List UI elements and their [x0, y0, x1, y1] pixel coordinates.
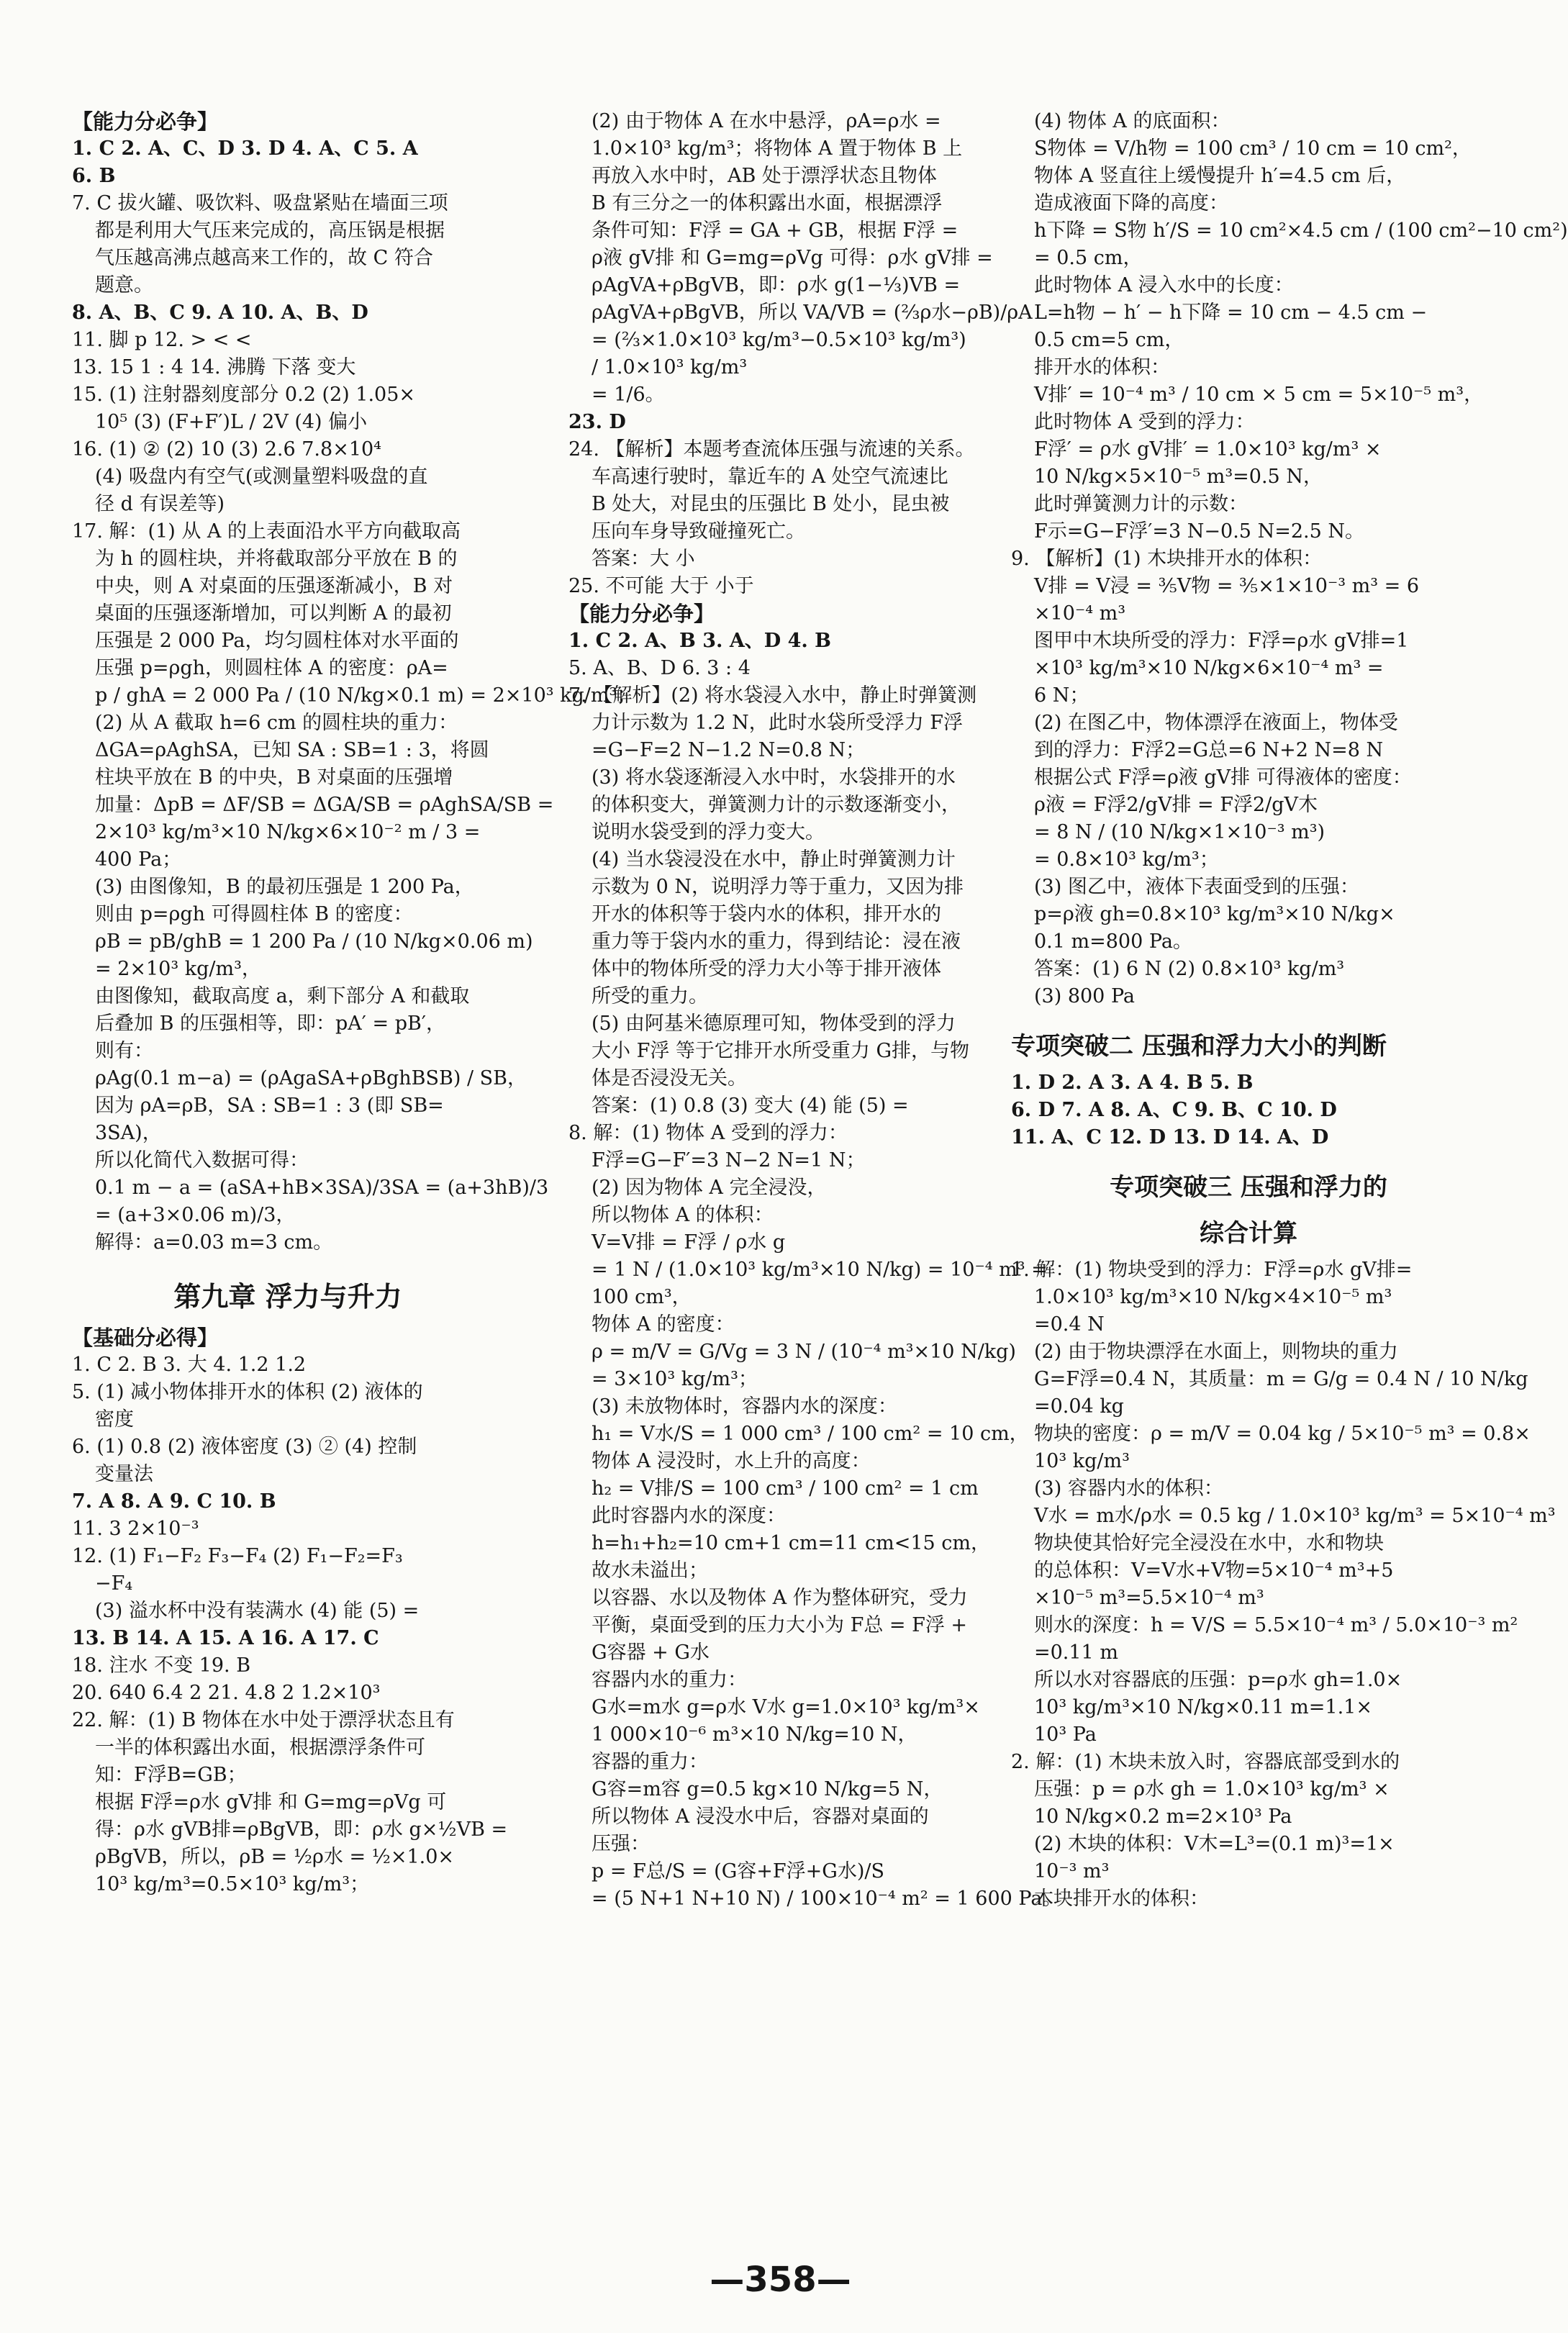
- col2-line: ρ液 gV排 和 G=mg=ρVg 可得：ρ水 gV排 =: [592, 247, 993, 269]
- col3-line: F示=G−F浮′=3 N−0.5 N=2.5 N。: [1034, 520, 1364, 543]
- col1-line: 12. (1) F₁−F₂ F₃−F₄ (2) F₁−F₂=F₃: [72, 1545, 403, 1567]
- col1-line: ρBgVB，所以，ρB = ½ρ水 = ½×1.0×: [95, 1846, 455, 1868]
- col3-line: 10⁻³ m³: [1034, 1860, 1110, 1883]
- col3-line: L=h物 − h′ − h下降 = 10 cm − 4.5 cm −: [1034, 302, 1428, 324]
- col2-line: (2) 由于物体 A 在水中悬浮，ρA=ρ水 =: [592, 110, 941, 132]
- col1-line: 20. 640 6.4 2 21. 4.8 2 1.2×10³: [72, 1682, 381, 1704]
- col3-line: 专项突破二 压强和浮力大小的判断: [1011, 1032, 1387, 1061]
- col2-line: G水=m水 g=ρ水 V水 g=1.0×10³ kg/m³×: [592, 1696, 980, 1718]
- col2-line: 7. 【解析】(2) 将水袋浸入水中，静止时弹簧测: [568, 684, 977, 707]
- col2-line: 1.0×10³ kg/m³；将物体 A 置于物体 B 上: [592, 137, 963, 160]
- col3-line: =0.11 m: [1034, 1641, 1118, 1664]
- col1-line: 由图像知，截取高度 a，剩下部分 A 和截取: [95, 985, 470, 1007]
- col3-line: 造成液面下降的高度：: [1034, 192, 1228, 214]
- col2-line: 23. D: [568, 411, 626, 433]
- col2-line: = (⅔×1.0×10³ kg/m³−0.5×10³ kg/m³): [592, 329, 966, 351]
- col2-line: 压强：: [592, 1833, 650, 1855]
- col1-line: 解得：a=0.03 m=3 cm。: [95, 1231, 333, 1254]
- col1-line: 7. A 8. A 9. C 10. B: [72, 1490, 276, 1513]
- col2-line: (5) 由阿基米德原理可知，物体受到的浮力: [592, 1013, 956, 1035]
- col2-line: / 1.0×10³ kg/m³: [592, 356, 748, 379]
- col2-line: 容器的重力：: [592, 1751, 708, 1773]
- col2-line: ρAgVA+ρBgVB，即：ρ水 g(1−⅓)VB =: [592, 274, 961, 296]
- col1-line: 压强 p=ρgh，则圆柱体 A 的密度：ρA=: [95, 657, 448, 679]
- col2-line: h₁ = V水/S = 1 000 cm³ / 100 cm² = 10 cm，: [592, 1423, 1029, 1445]
- col3-line: p=ρ液 gh=0.8×10³ kg/m³×10 N/kg×: [1034, 903, 1395, 925]
- col3-line: 1. 解：(1) 物块受到的浮力：F浮=ρ水 gV排=: [1011, 1259, 1413, 1281]
- col3-line: F浮′ = ρ水 gV排′ = 1.0×10³ kg/m³ ×: [1034, 438, 1382, 461]
- col3-line: 10 N/kg×5×10⁻⁵ m³=0.5 N，: [1034, 466, 1323, 488]
- col3-line: (3) 容器内水的体积：: [1034, 1477, 1223, 1500]
- col1-line: 13. B 14. A 15. A 16. A 17. C: [72, 1627, 379, 1649]
- col3-line: 排开水的体积：: [1034, 356, 1170, 379]
- col3-line: = 0.8×10³ kg/m³；: [1034, 848, 1219, 871]
- col2-line: G容器 + G水: [592, 1641, 710, 1664]
- col2-line: 平衡，桌面受到的压力大小为 F总 = F浮 +: [592, 1614, 968, 1636]
- col1-line: 18. 注水 不变 19. B: [72, 1654, 251, 1677]
- col1-line: 所以化简代入数据可得：: [95, 1149, 309, 1172]
- col3-line: 此时物体 A 受到的浮力：: [1034, 411, 1255, 433]
- col3-line: 根据公式 F浮=ρ液 gV排 可得液体的密度：: [1034, 766, 1412, 789]
- col1-line: 2×10³ kg/m³×10 N/kg×6×10⁻² m / 3 =: [95, 821, 481, 843]
- col1-line: 10⁵ (3) (F+F′)L / 2V (4) 偏小: [95, 411, 368, 433]
- col2-line: (3) 未放物体时，容器内水的深度：: [592, 1395, 897, 1418]
- col3-line: 图甲中木块所受的浮力：F浮=ρ水 gV排=1: [1034, 630, 1409, 652]
- col1-line: 1. C 2. A、C、D 3. D 4. A、C 5. A: [72, 137, 418, 160]
- col1-line: 1. C 2. B 3. 大 4. 1.2 1.2: [72, 1354, 307, 1376]
- col3-line: 则水的深度：h = V/S = 5.5×10⁻⁴ m³ / 5.0×10⁻³ m²: [1034, 1614, 1518, 1636]
- col1-line: 13. 15 1 : 4 14. 沸腾 下落 变大: [72, 356, 356, 379]
- col1-line: 得：ρ水 gVB排=ρBgVB，即：ρ水 g×½VB =: [95, 1818, 508, 1841]
- col1-line: 3SA)，: [95, 1122, 162, 1144]
- col2-line: 车高速行驶时，靠近车的 A 处空气流速比: [592, 466, 948, 488]
- col3-line: (3) 图乙中，液体下表面受到的压强：: [1034, 876, 1359, 898]
- col1-line: 10³ kg/m³=0.5×10³ kg/m³；: [95, 1873, 370, 1895]
- col3-line: = 0.5 cm，: [1034, 247, 1143, 269]
- col2-line: 再放入水中时，AB 处于漂浮状态且物体: [592, 165, 937, 187]
- col3-line: 10 N/kg×0.2 m=2×10³ Pa: [1034, 1806, 1292, 1828]
- col2-line: (4) 当水袋浸没在水中，静止时弹簧测力计: [592, 848, 956, 871]
- col2-line: 5. A、B、D 6. 3 : 4: [568, 657, 751, 679]
- col1-line: 因为 ρA=ρB，SA : SB=1 : 3 (即 SB=: [95, 1095, 444, 1117]
- col1-line: 16. (1) ② (2) 10 (3) 2.6 7.8×10⁴: [72, 438, 381, 461]
- col3-line: V水 = m水/ρ水 = 0.5 kg / 1.0×10³ kg/m³ = 5×10⁻⁴ m³: [1034, 1505, 1556, 1527]
- col3-line: =0.04 kg: [1034, 1395, 1124, 1418]
- col3-line: 到的浮力：F浮2=G总=6 N+2 N=8 N: [1034, 739, 1384, 761]
- col1-line: 6. B: [72, 165, 116, 187]
- col1-line: 8. A、B、C 9. A 10. A、B、D: [72, 302, 368, 324]
- col1-line: ΔGA=ρAghSA，已知 SA : SB=1 : 3，将圆: [95, 739, 489, 761]
- col2-line: B 有三分之一的体积露出水面，根据漂浮: [592, 192, 943, 214]
- col2-line: 25. 不可能 大于 小于: [568, 575, 754, 597]
- col3-line: [1011, 1010, 1486, 1023]
- col3-line: 2. 解：(1) 木块未放入时，容器底部受到水的: [1011, 1751, 1400, 1773]
- col3-line: 物块的密度：ρ = m/V = 0.04 kg / 5×10⁻⁵ m³ = 0.8×: [1034, 1423, 1531, 1445]
- col2-line: 所受的重力。: [592, 985, 708, 1007]
- col3-line: (2) 在图乙中，物体漂浮在液面上，物体受: [1034, 712, 1398, 734]
- col1-line: [72, 1256, 504, 1269]
- column-right: [1011, 108, 1568, 2232]
- col3-line: 10³ kg/m³: [1034, 1450, 1130, 1472]
- col1-line: 知：F浮B=GB；: [95, 1764, 247, 1786]
- page-number: —358—: [710, 2260, 851, 2300]
- col1-line: 柱块平放在 B 的中央，B 对桌面的压强增: [95, 766, 453, 789]
- col2-line: (3) 将水袋逐渐浸入水中时，水袋排开的水: [592, 766, 956, 789]
- col3-line: 0.1 m=800 Pa。: [1034, 930, 1192, 953]
- col3-line: 10³ Pa: [1034, 1723, 1097, 1746]
- col1-line: 第九章 浮力与升力: [173, 1281, 402, 1313]
- col2-line: 容器内水的重力：: [592, 1669, 747, 1691]
- col2-line: p = F总/S = (G容+F浮+G水)/S: [592, 1860, 884, 1883]
- col3-line: 此时弹簧测力计的示数：: [1034, 493, 1248, 515]
- col1-line: 【基础分必得】: [72, 1326, 219, 1350]
- col3-line: 6. D 7. A 8. A、C 9. B、C 10. D: [1011, 1099, 1337, 1121]
- col1-line: 11. 脚 p 12. > < <: [72, 329, 252, 351]
- col2-line: 所以物体 A 的体积：: [592, 1204, 774, 1226]
- col2-line: 力计示数为 1.2 N，此时水袋所受浮力 F浮: [592, 712, 964, 734]
- col2-line: 此时容器内水的深度：: [592, 1505, 786, 1527]
- col1-line: 桌面的压强逐渐增加，可以判断 A 的最初: [95, 602, 452, 625]
- col1-line: ρAg(0.1 m−a) = (ρAgaSA+ρBghBSB) / SB，: [95, 1067, 527, 1090]
- col2-line: h=h₁+h₂=10 cm+1 cm=11 cm<15 cm，: [592, 1532, 991, 1554]
- col3-line: 木块排开水的体积：: [1034, 1888, 1209, 1910]
- col3-line: S物体 = V/h物 = 100 cm³ / 10 cm = 10 cm²，: [1034, 137, 1472, 160]
- col3-line: ρ液 = F浮2/gV排 = F浮2/gV木: [1034, 794, 1318, 816]
- col1-line: (4) 吸盘内有空气(或测量塑料吸盘的直: [95, 466, 428, 488]
- col2-line: (2) 因为物体 A 完全浸没，: [592, 1177, 827, 1199]
- col1-line: 则有：: [95, 1040, 153, 1062]
- col1-line: 7. C 拔火罐、吸饮料、吸盘紧贴在墙面三项: [72, 192, 448, 214]
- col3-line: h下降 = S物 h′/S = 10 cm²×4.5 cm / (100 cm²−10 cm²): [1034, 219, 1568, 242]
- col1-line: 径 d 有误差等): [95, 493, 225, 515]
- col1-line: 15. (1) 注射器刻度部分 0.2 (2) 1.05×: [72, 384, 416, 406]
- col1-line: 400 Pa；: [95, 848, 182, 871]
- col3-line: ×10⁻⁴ m³: [1034, 602, 1126, 625]
- col3-line: ×10⁻⁵ m³=5.5×10⁻⁴ m³: [1034, 1587, 1264, 1609]
- col1-line: 变量法: [95, 1463, 153, 1485]
- col1-line: 气压越高沸点越高来工作的，故 C 符合: [95, 247, 433, 269]
- col2-line: 24. 【解析】本题考查流体压强与流速的关系。: [568, 438, 975, 461]
- col3-line: 综合计算: [1200, 1219, 1297, 1248]
- col1-line: 一半的体积露出水面，根据漂浮条件可: [95, 1736, 425, 1759]
- col2-line: 重力等于袋内水的重力，得到结论：浸在液: [592, 930, 961, 953]
- col2-line: V=V排 = F浮 / ρ水 g: [592, 1231, 786, 1254]
- col1-line: 【能力分必争】: [72, 109, 219, 134]
- col1-line: (2) 从 A 截取 h=6 cm 的圆柱块的重力：: [95, 712, 458, 734]
- col3-line: [1011, 1151, 1486, 1164]
- col2-line: 以容器、水以及物体 A 作为整体研究，受力: [592, 1587, 968, 1609]
- col3-line: 专项突破三 压强和浮力的: [1110, 1173, 1387, 1202]
- col2-line: 所以物体 A 浸没水中后，容器对桌面的: [592, 1806, 929, 1828]
- col3-line: 的总体积：V=V水+V物=5×10⁻⁴ m³+5: [1034, 1559, 1394, 1582]
- col1-line: p / ghA = 2 000 Pa / (10 N/kg×0.1 m) = 2×10³ kg/m³；: [95, 684, 637, 707]
- col1-line: 后叠加 B 的压强相等，即：pA′ = pB′，: [95, 1013, 445, 1035]
- col3-line: (2) 由于物块漂浮在水面上，则物块的重力: [1034, 1341, 1398, 1363]
- col3-line: (3) 800 Pa: [1034, 985, 1135, 1007]
- col2-line: 物体 A 浸没时，水上升的高度：: [592, 1450, 871, 1472]
- col2-line: 8. 解：(1) 物体 A 受到的浮力：: [568, 1122, 848, 1144]
- col3-line: 压强：p = ρ水 gh = 1.0×10³ kg/m³ ×: [1034, 1778, 1390, 1800]
- col2-line: 条件可知：F浮 = GA + GB，根据 F浮 =: [592, 219, 959, 242]
- col3-line: 1. D 2. A 3. A 4. B 5. B: [1011, 1072, 1254, 1094]
- col1-line: 22. 解：(1) B 物体在水中处于漂浮状态且有: [72, 1709, 455, 1731]
- col2-line: 【能力分必争】: [568, 602, 715, 626]
- col2-line: G容=m容 g=0.5 kg×10 N/kg=5 N，: [592, 1778, 943, 1800]
- col3-line: G=F浮=0.4 N，其质量：m = G/g = 0.4 N / 10 N/kg: [1034, 1368, 1528, 1390]
- col2-line: ρ = m/V = G/Vg = 3 N / (10⁻⁴ m³×10 N/kg): [592, 1341, 1016, 1363]
- col3-line: 0.5 cm=5 cm，: [1034, 329, 1184, 351]
- col2-line: = (5 N+1 N+10 N) / 100×10⁻⁴ m² = 1 600 Pa。: [592, 1888, 1062, 1910]
- col1-line: 题意。: [95, 274, 153, 296]
- col1-line: 为 h 的圆柱块，并将截取部分平放在 B 的: [95, 548, 458, 570]
- col2-line: B 处大，对昆虫的压强比 B 处小，昆虫被: [592, 493, 950, 515]
- col1-line: = (a+3×0.06 m)/3，: [95, 1204, 296, 1226]
- col2-line: F浮=G−F′=3 N−2 N=1 N；: [592, 1149, 866, 1172]
- col1-line: 根据 F浮=ρ水 gV排 和 G=mg=ρVg 可: [95, 1791, 447, 1813]
- col3-line: =0.4 N: [1034, 1313, 1105, 1336]
- col1-line: (3) 溢水杯中没有装满水 (4) 能 (5) =: [95, 1600, 420, 1622]
- col2-line: 答案：大 小: [592, 548, 695, 570]
- col2-line: =G−F=2 N−1.2 N=0.8 N；: [592, 739, 866, 761]
- col1-line: 11. 3 2×10⁻³: [72, 1518, 199, 1540]
- col1-line: 中央，则 A 对桌面的压强逐渐减小，B 对: [95, 575, 453, 597]
- col1-line: 都是利用大气压来完成的，高压锅是根据: [95, 219, 445, 242]
- col2-line: 体是否浸没无关。: [592, 1067, 747, 1090]
- col2-line: 大小 F浮 等于它排开水所受重力 G排，与物: [592, 1040, 970, 1062]
- col2-line: 体中的物体所受的浮力大小等于排开液体: [592, 958, 941, 980]
- col2-line: = 3×10³ kg/m³；: [592, 1368, 758, 1390]
- col3-line: (2) 木块的体积：V木=L³=(0.1 m)³=1×: [1034, 1833, 1395, 1855]
- col2-line: = 1 N / (1.0×10³ kg/m³×10 N/kg) = 10⁻⁴ m³ =: [592, 1259, 1048, 1281]
- col2-line: h₂ = V排/S = 100 cm³ / 100 cm² = 1 cm: [592, 1477, 979, 1500]
- col1-line: −F₄: [95, 1572, 133, 1595]
- col2-line: 100 cm³，: [592, 1286, 692, 1308]
- col1-line: 密度: [95, 1408, 134, 1431]
- col2-line: 开水的体积等于袋内水的体积，排开水的: [592, 903, 941, 925]
- col3-line: 答案：(1) 6 N (2) 0.8×10³ kg/m³: [1034, 958, 1345, 980]
- col3-line: 9. 【解析】(1) 木块排开水的体积：: [1011, 548, 1323, 570]
- col2-line: 故水未溢出；: [592, 1559, 708, 1582]
- col2-line: 1. C 2. A、B 3. A、D 4. B: [568, 630, 831, 652]
- col3-line: (4) 物体 A 的底面积：: [1034, 110, 1231, 132]
- col3-line: 10³ kg/m³×10 N/kg×0.11 m=1.1×: [1034, 1696, 1372, 1718]
- col1-line: (3) 由图像知，B 的最初压强是 1 200 Pa，: [95, 876, 474, 898]
- col1-line: 0.1 m − a = (aSA+hB×3SA)/3SA = (a+3hB)/3: [95, 1177, 549, 1199]
- col3-line: 11. A、C 12. D 13. D 14. A、D: [1011, 1126, 1329, 1149]
- col3-line: 6 N；: [1034, 684, 1089, 707]
- col2-line: 物体 A 的密度：: [592, 1313, 735, 1336]
- col2-line: 压向车身导致碰撞死亡。: [592, 520, 805, 543]
- col1-line: 5. (1) 减小物体排开水的体积 (2) 液体的: [72, 1381, 423, 1403]
- col1-line: ρB = pB/ghB = 1 200 Pa / (10 N/kg×0.06 m): [95, 930, 533, 953]
- col2-line: 的体积变大，弹簧测力计的示数逐渐变小，: [592, 794, 961, 816]
- col2-line: 示数为 0 N，说明浮力等于重力，又因为排: [592, 876, 964, 898]
- col3-line: V排′ = 10⁻⁴ m³ / 10 cm × 5 cm = 5×10⁻⁵ m³，: [1034, 384, 1484, 406]
- col3-line: ×10³ kg/m³×10 N/kg×6×10⁻⁴ m³ =: [1034, 657, 1384, 679]
- col3-line: 物体 A 竖直往上缓慢提升 h′=4.5 cm 后，: [1034, 165, 1406, 187]
- col1-line: = 2×10³ kg/m³，: [95, 958, 261, 980]
- col2-line: ρAgVA+ρBgVB，所以 VA/VB = (⅔ρ水−ρB)/ρA: [592, 302, 1033, 324]
- col3-line: 所以水对容器底的压强：p=ρ水 gh=1.0×: [1034, 1669, 1402, 1691]
- col1-line: 17. 解：(1) 从 A 的上表面沿水平方向截取高: [72, 520, 461, 543]
- col1-line: 加量：ΔpB = ΔF/SB = ΔGA/SB = ρAghSA/SB =: [95, 794, 554, 816]
- col3-line: 物块使其恰好完全浸没在水中，水和物块: [1034, 1532, 1384, 1554]
- col2-line: 答案：(1) 0.8 (3) 变大 (4) 能 (5) =: [592, 1095, 909, 1117]
- col3-line: V排 = V浸 = ⅗V物 = ⅗×1×10⁻³ m³ = 6: [1034, 575, 1420, 597]
- col2-line: 1 000×10⁻⁶ m³×10 N/kg=10 N，: [592, 1723, 917, 1746]
- col1-line: 则由 p=ρgh 可得圆柱体 B 的密度：: [95, 903, 413, 925]
- col1-line: 6. (1) 0.8 (2) 液体密度 (3) ② (4) 控制: [72, 1436, 417, 1458]
- col2-line: = 1/6。: [592, 384, 665, 406]
- col2-line: 说明水袋受到的浮力变大。: [592, 821, 825, 843]
- col3-line: 此时物体 A 浸入水中的长度：: [1034, 274, 1294, 296]
- col3-line: 1.0×10³ kg/m³×10 N/kg×4×10⁻⁵ m³: [1034, 1286, 1392, 1308]
- col1-line: 压强是 2 000 Pa，均匀圆柱体对水平面的: [95, 630, 459, 652]
- col3-line: = 8 N / (10 N/kg×1×10⁻³ m³): [1034, 821, 1325, 843]
